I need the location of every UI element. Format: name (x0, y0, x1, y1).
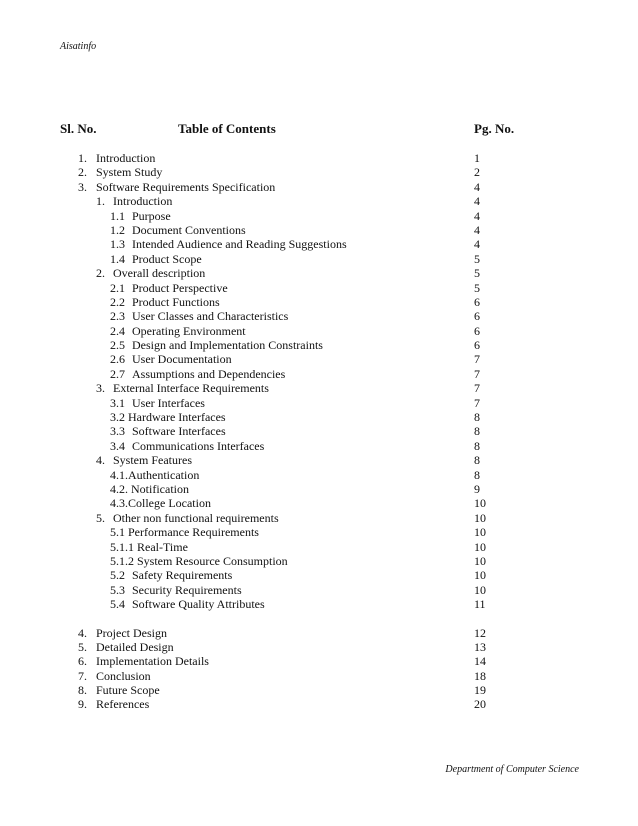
toc-entry-title: Security Requirements (132, 582, 242, 597)
toc-entry-page: 10 (474, 568, 486, 583)
toc-entry-number: 6. (78, 654, 87, 669)
toc-entry-title: 5.1 Performance Requirements (110, 525, 259, 540)
toc-entry (0, 396, 638, 410)
toc-entry-page: 18 (474, 668, 486, 683)
toc-entry-page: 4 (474, 208, 480, 223)
toc-entry-number: 1.2 (110, 222, 125, 237)
toc-entry-page: 8 (474, 410, 480, 425)
toc-entry-page: 7 (474, 381, 480, 396)
toc-entry-title: User Classes and Characteristics (132, 309, 289, 324)
toc-entry-number: 2.4 (110, 323, 125, 338)
toc-entry-title: Communications Interfaces (132, 438, 265, 453)
toc-entry (0, 252, 638, 266)
toc-entry (0, 338, 638, 352)
toc-entry-page: 7 (474, 352, 480, 367)
toc-entry-title: External Interface Requirements (113, 381, 269, 396)
toc-entry (0, 151, 638, 165)
toc-entry-title: User Interfaces (132, 395, 205, 410)
toc-entry-title: Other non functional requirements (113, 510, 279, 525)
toc-entry-title: 4.2. Notification (110, 481, 189, 496)
toc-entry-page: 8 (474, 424, 480, 439)
toc-entry (0, 511, 638, 525)
toc-entry-page: 14 (474, 654, 486, 669)
toc-entry-page: 10 (474, 582, 486, 597)
toc-entry (0, 640, 638, 654)
toc-entry-title: Assumptions and Dependencies (132, 366, 286, 381)
toc-entry (0, 424, 638, 438)
toc-entry (0, 496, 638, 510)
toc-entry-title: Software Interfaces (132, 424, 226, 439)
toc-entry-title: 4.1.Authentication (110, 467, 200, 482)
toc-entry-page: 6 (474, 294, 480, 309)
toc-entry-title: Design and Implementation Constraints (132, 338, 323, 353)
toc-entry-page: 2 (474, 165, 480, 180)
toc-entry-title: References (96, 697, 150, 712)
column-header-title: Table of Contents (178, 121, 276, 136)
toc-entry-number: 5.2 (110, 568, 125, 583)
toc-entry-number: 3.4 (110, 438, 125, 453)
toc-entry-title: 4.3.College Location (110, 496, 211, 511)
toc-entry (0, 554, 638, 568)
toc-entry-number: 3.3 (110, 424, 125, 439)
toc-entry-page: 7 (474, 366, 480, 381)
toc-entry (0, 209, 638, 223)
toc-entry-title: Project Design (96, 625, 167, 640)
toc-entry-number: 2.6 (110, 352, 125, 367)
toc-entry-title: User Documentation (132, 352, 232, 367)
toc-entry-page: 8 (474, 467, 480, 482)
toc-entry-title: Safety Requirements (132, 568, 233, 583)
toc-entry-page: 13 (474, 639, 486, 654)
page-footer: Department of Computer Science (445, 764, 579, 775)
toc-entry-number: 3. (96, 381, 105, 396)
toc-entry (0, 266, 638, 280)
toc-entry-page: 4 (474, 237, 480, 252)
toc-entry-page: 7 (474, 395, 480, 410)
toc-entry-number: 4. (78, 625, 87, 640)
toc-entry-page: 4 (474, 179, 480, 194)
toc-entry-page: 1 (474, 151, 480, 165)
toc-entry-title: Intended Audience and Reading Suggestions (132, 237, 347, 252)
toc-entry-title: Introduction (113, 194, 173, 209)
toc-entry (0, 654, 638, 668)
toc-entry-page: 12 (474, 625, 486, 640)
toc-entry (0, 525, 638, 539)
toc-entry-page: 6 (474, 338, 480, 353)
toc-entry-number: 1. (96, 194, 105, 209)
toc-entry-number: 5.3 (110, 582, 125, 597)
toc-entry-title: Document Conventions (132, 222, 246, 237)
toc-entry-title: 5.1.2 System Resource Consumption (110, 553, 288, 568)
toc-entry-number: 2. (78, 165, 87, 180)
toc-entry (0, 669, 638, 683)
toc-entry-page: 19 (474, 683, 486, 698)
toc-entry-title: System Features (113, 453, 192, 468)
toc-entry (0, 324, 638, 338)
toc-entry-page: 10 (474, 496, 486, 511)
toc-entry-number: 2.5 (110, 338, 125, 353)
toc-entry-title: 5.1.1 Real-Time (110, 539, 188, 554)
toc-entry-number: 3. (78, 179, 87, 194)
toc-entry-title: Product Perspective (132, 280, 228, 295)
toc-entry-page: 4 (474, 222, 480, 237)
toc-entry-number: 7. (78, 668, 87, 683)
table-of-contents (0, 151, 638, 712)
toc-entry-number: 5. (78, 639, 87, 654)
toc-entry (0, 683, 638, 697)
toc-entry (0, 626, 638, 640)
toc-entry-page: 8 (474, 438, 480, 453)
toc-entry-number: 3.1 (110, 395, 125, 410)
toc-entry (0, 237, 638, 251)
toc-entry-title: 3.2 Hardware Interfaces (110, 410, 226, 425)
toc-entry-title: Purpose (132, 208, 171, 223)
toc-entry-number: 2.7 (110, 366, 125, 381)
toc-entry-number: 1.3 (110, 237, 125, 252)
toc-entry (0, 597, 638, 611)
toc-entry-number: 2.3 (110, 309, 125, 324)
toc-entry-page: 10 (474, 539, 486, 554)
toc-entry (0, 281, 638, 295)
toc-entry-title: Software Requirements Specification (96, 179, 276, 194)
column-header-page: Pg. No. (474, 121, 515, 136)
toc-entry-number: 5. (96, 510, 105, 525)
toc-entry-number: 2. (96, 266, 105, 281)
toc-entry (0, 165, 638, 179)
toc-entry (0, 367, 638, 381)
toc-entry (0, 180, 638, 194)
toc-entry-title: Software Quality Attributes (132, 597, 265, 612)
toc-entry-number: 5.4 (110, 597, 125, 612)
toc-entry-page: 20 (474, 697, 486, 712)
toc-entry-page: 4 (474, 194, 480, 209)
toc-entry (0, 482, 638, 496)
toc-entry-number: 1.1 (110, 208, 125, 223)
toc-entry-number: 8. (78, 683, 87, 698)
toc-entry-page: 6 (474, 323, 480, 338)
toc-entry (0, 583, 638, 597)
toc-entry-title: Product Functions (132, 294, 220, 309)
toc-entry (0, 697, 638, 711)
toc-entry-number: 9. (78, 697, 87, 712)
toc-entry (0, 381, 638, 395)
toc-entry-page: 6 (474, 309, 480, 324)
toc-entry-page: 5 (474, 280, 480, 295)
toc-entry-page: 10 (474, 553, 486, 568)
toc-entry-number: 1.4 (110, 251, 125, 266)
toc-entry (0, 410, 638, 424)
toc-entry-page: 11 (474, 597, 486, 612)
column-header-sl-no: Sl. No. (60, 121, 97, 136)
toc-entry (0, 295, 638, 309)
toc-entry (0, 568, 638, 582)
toc-entry (0, 223, 638, 237)
toc-entry (0, 309, 638, 323)
toc-entry-title: Operating Environment (132, 323, 246, 338)
toc-entry-number: 2.1 (110, 280, 125, 295)
toc-entry-title: System Study (96, 165, 163, 180)
toc-entry (0, 194, 638, 208)
toc-entry-title: Detailed Design (96, 639, 174, 654)
toc-entry-title: Overall description (113, 266, 206, 281)
toc-entry-title: Conclusion (96, 668, 151, 683)
toc-entry-page: 5 (474, 251, 480, 266)
toc-entry-title: Product Scope (132, 251, 202, 266)
toc-entry (0, 453, 638, 467)
toc-entry-page: 8 (474, 453, 480, 468)
toc-entry (0, 468, 638, 482)
toc-entry (0, 540, 638, 554)
toc-entry (0, 439, 638, 453)
toc-entry-title: Introduction (96, 151, 156, 165)
toc-entry-number: 4. (96, 453, 105, 468)
toc-entry-title: Future Scope (96, 683, 160, 698)
toc-entry-page: 9 (474, 481, 480, 496)
toc-entry-page: 10 (474, 510, 486, 525)
toc-entry-page: 5 (474, 266, 480, 281)
toc-entry-number: 1. (78, 151, 87, 165)
toc-entry-number: 2.2 (110, 294, 125, 309)
toc-entry (0, 352, 638, 366)
toc-entry-title: Implementation Details (96, 654, 209, 669)
toc-entry-page: 10 (474, 525, 486, 540)
page-header: Aisatinfo (60, 41, 97, 52)
